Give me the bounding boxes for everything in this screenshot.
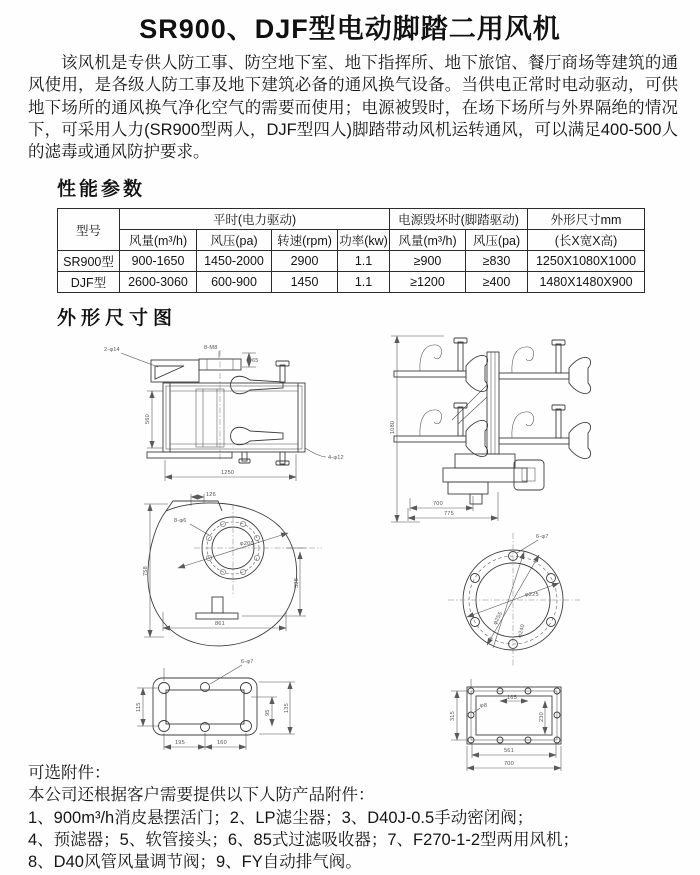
col-header-pressure2: 风压(pa) [466,230,528,251]
dim-label: 195 [175,740,185,746]
cell-outline: 1250X1080X1000 [528,251,645,272]
cell-airflow2: ≥1200 [390,272,466,293]
dim-label: 861 [215,621,225,627]
page-title: SR900、DJF型电动脚踏二用风机 [139,14,561,44]
dim-label: 165 [507,695,517,701]
dim-label: 338 [294,578,300,588]
col-header-power: 功率(kw) [338,230,390,251]
dimension-drawings [0,330,700,775]
dim-label: φ225 [525,592,539,598]
cell-airflow: 2600-3060 [120,272,197,293]
cell-outline: 1480X1480X900 [528,272,645,293]
dim-label: φ240 [517,623,527,639]
cell-model: DJF型 [58,272,120,293]
dim-label: 160 [217,740,227,746]
dim-label: 6-φ7 [536,534,549,540]
dim-label: 758 [143,566,149,576]
cell-power: 1.1 [338,251,390,272]
col-header-pressure: 风压(pa) [197,230,272,251]
dim-label: 315 [450,711,456,721]
dim-label: φ255 [492,610,505,626]
dim-label: 8-M8 [204,345,218,351]
col-header-airflow2: 风量(m³/h) [390,230,466,251]
col-header-speed: 转速(rpm) [272,230,338,251]
section-heading-performance: 性能参数 [57,179,146,200]
accessories-line: 8、D40风管风量调节阀；9、FY自动排气阀。 [28,853,362,872]
table-row [58,272,645,293]
performance-table [57,208,645,293]
dim-label: 700 [504,761,514,767]
dim-label: 2-φ14 [104,347,120,353]
drawing-rect-flange-large [450,679,561,771]
dim-label: 6-φ7 [241,659,254,665]
drawing-plan-view [104,345,344,481]
accessories-line: 1、900m³/h消皮悬摆活门；2、LP滤尘器；3、D40J-0.5手动密闭阀； [28,808,534,827]
dim-label: 1250 [221,470,235,476]
col-header-airflow: 风量(m³/h) [120,230,197,251]
col-header-model: 型号 [58,209,120,251]
accessories-intro: 本公司还根据客户需要提供以下人防产品附件： [28,786,375,805]
drawing-circular-flange [448,533,580,667]
dim-label: 775 [444,511,454,517]
accessories-line: 4、预滤器；5、软管接头；6、85式过滤吸收器；7、F270-1-2型两用风机； [28,830,580,849]
cell-airflow: 900-1650 [120,251,197,272]
cell-pressure: 600-900 [197,272,272,293]
table-row [58,251,645,272]
cell-pressure: 1450-2000 [197,251,272,272]
accessories-heading: 可选附件： [28,764,111,782]
dim-label: 95 [265,709,271,716]
dim-label: φ8 [480,703,488,709]
col-group-power-fail: 电源毁坏时(脚踏驱动) [390,209,528,230]
dim-label: 230 [539,712,545,722]
dim-label: 8-φ6 [174,518,187,524]
dim-label: 560 [145,414,151,424]
dim-label: 65 [252,358,259,364]
dim-label: 115 [136,702,142,712]
cell-speed: 2900 [272,251,338,272]
dim-label: 126 [206,492,216,498]
section-heading-dimensions: 外形尺寸图 [57,308,178,329]
drawing-rect-flange-small [136,659,295,750]
dim-label: 1080 [390,420,396,434]
cell-power: 1.1 [338,272,390,293]
cell-model: SR900型 [58,251,120,272]
cell-speed: 1450 [272,272,338,293]
cell-pressure2: ≥830 [466,251,528,272]
col-group-normal: 平时(电力驱动) [120,209,390,230]
dim-label: 135 [284,703,290,713]
cell-pressure2: ≥400 [466,272,528,293]
dim-label: 4-φ12 [328,455,344,461]
col-header-outline-2: (长X宽X高) [528,230,645,251]
drawing-pedal-view [390,336,591,522]
intro-paragraph: 该风机是专供人防工事、防空地下室、地下指挥所、地下旅馆、餐厅商场等建筑的通风使用，是各级人防工事及地下建筑必备的通风换气设备。当供电正常时电动驱动，可供地下场所的通风换气净化空气的需要而使用；电源被毁时，在场下场所与外界隔绝的情况下，可采用人力(SR900型两人，DJF型四人)脚踏带动风机运转通风，可以满足400-500人的滤毒或通风防护要求。 [28,54,678,162]
accessories-block [28,762,678,873]
drawing-volute-view [143,492,322,646]
dim-label: 700 [433,501,443,507]
cell-airflow2: ≥900 [390,251,466,272]
dim-label: 561 [504,748,514,754]
col-header-outline-1: 外形尺寸mm [528,209,645,230]
dim-label: φ200 [240,541,254,547]
